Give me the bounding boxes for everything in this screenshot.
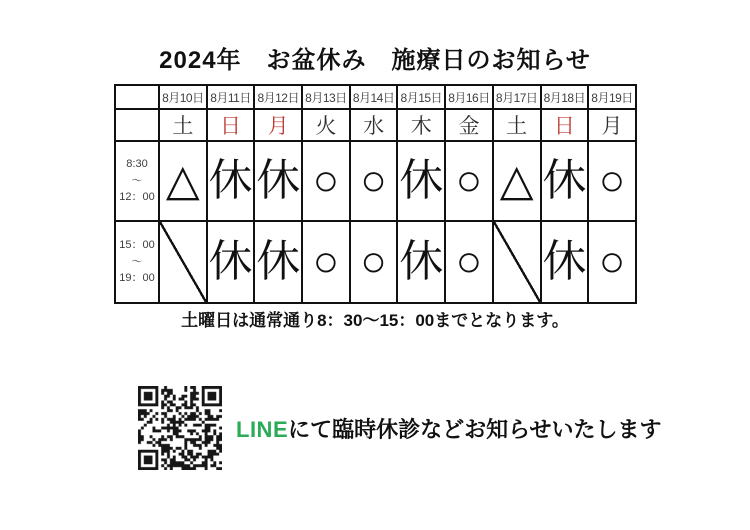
line-notice-text	[236, 413, 661, 444]
date-header: 8月18日	[541, 85, 589, 109]
line-announcement	[138, 386, 661, 470]
date-header: 8月16日	[445, 85, 493, 109]
line-notice-body: にて臨時休診などお知らせいたします	[288, 416, 662, 442]
weekday-header: 日	[541, 109, 589, 141]
page-title: 2024年 お盆休み 施療日のお知らせ	[159, 47, 591, 74]
weekday-header: 月	[254, 109, 302, 141]
corner-cell	[115, 85, 159, 109]
schedule-cell	[159, 221, 207, 303]
time-end: 19：00	[119, 272, 155, 285]
schedule-cell: ○	[445, 141, 493, 221]
corner-cell	[115, 109, 159, 141]
date-header: 8月15日	[397, 85, 445, 109]
schedule-table	[114, 84, 637, 304]
date-header: 8月11日	[207, 85, 255, 109]
schedule-cell: 休	[541, 141, 589, 221]
schedule-cell: 休	[254, 141, 302, 221]
date-header: 8月17日	[493, 85, 541, 109]
weekday-header: 水	[350, 109, 398, 141]
schedule-cell: 休	[207, 221, 255, 303]
schedule-cell: 休	[254, 221, 302, 303]
date-header-row	[115, 85, 636, 109]
schedule-cell: ○	[445, 221, 493, 303]
date-header: 8月14日	[350, 85, 398, 109]
weekday-header: 土	[493, 109, 541, 141]
weekday-header: 日	[207, 109, 255, 141]
time-wave: ～	[131, 255, 143, 268]
morning-time-label	[115, 141, 159, 221]
schedule-cell: △	[159, 141, 207, 221]
time-wave: ～	[131, 174, 143, 187]
time-start: 15：00	[119, 239, 155, 252]
schedule-cell: 休	[397, 141, 445, 221]
schedule-cell: △	[493, 141, 541, 221]
weekday-header: 土	[159, 109, 207, 141]
saturday-note: 土曜日は通常通り8：30～15：00までとなります。	[181, 311, 569, 330]
afternoon-row	[115, 221, 636, 303]
schedule-cell: ○	[588, 221, 636, 303]
date-header: 8月13日	[302, 85, 350, 109]
time-end: 12：00	[119, 191, 155, 204]
weekday-header-row	[115, 109, 636, 141]
date-header: 8月10日	[159, 85, 207, 109]
afternoon-time-label	[115, 221, 159, 303]
weekday-header: 金	[445, 109, 493, 141]
line-brand: LINE	[236, 416, 289, 442]
schedule-cell: ○	[350, 221, 398, 303]
schedule-cell: ○	[302, 141, 350, 221]
weekday-header: 火	[302, 109, 350, 141]
schedule-cell: 休	[397, 221, 445, 303]
morning-row	[115, 141, 636, 221]
weekday-header: 月	[588, 109, 636, 141]
qr-code-icon	[138, 386, 222, 470]
date-header: 8月19日	[588, 85, 636, 109]
schedule-cell: ○	[350, 141, 398, 221]
schedule-cell: 休	[541, 221, 589, 303]
schedule-cell: ○	[588, 141, 636, 221]
schedule-cell: ○	[302, 221, 350, 303]
schedule-cell	[493, 221, 541, 303]
weekday-header: 木	[397, 109, 445, 141]
schedule-cell: 休	[207, 141, 255, 221]
date-header: 8月12日	[254, 85, 302, 109]
time-start: 8:30	[126, 158, 148, 171]
